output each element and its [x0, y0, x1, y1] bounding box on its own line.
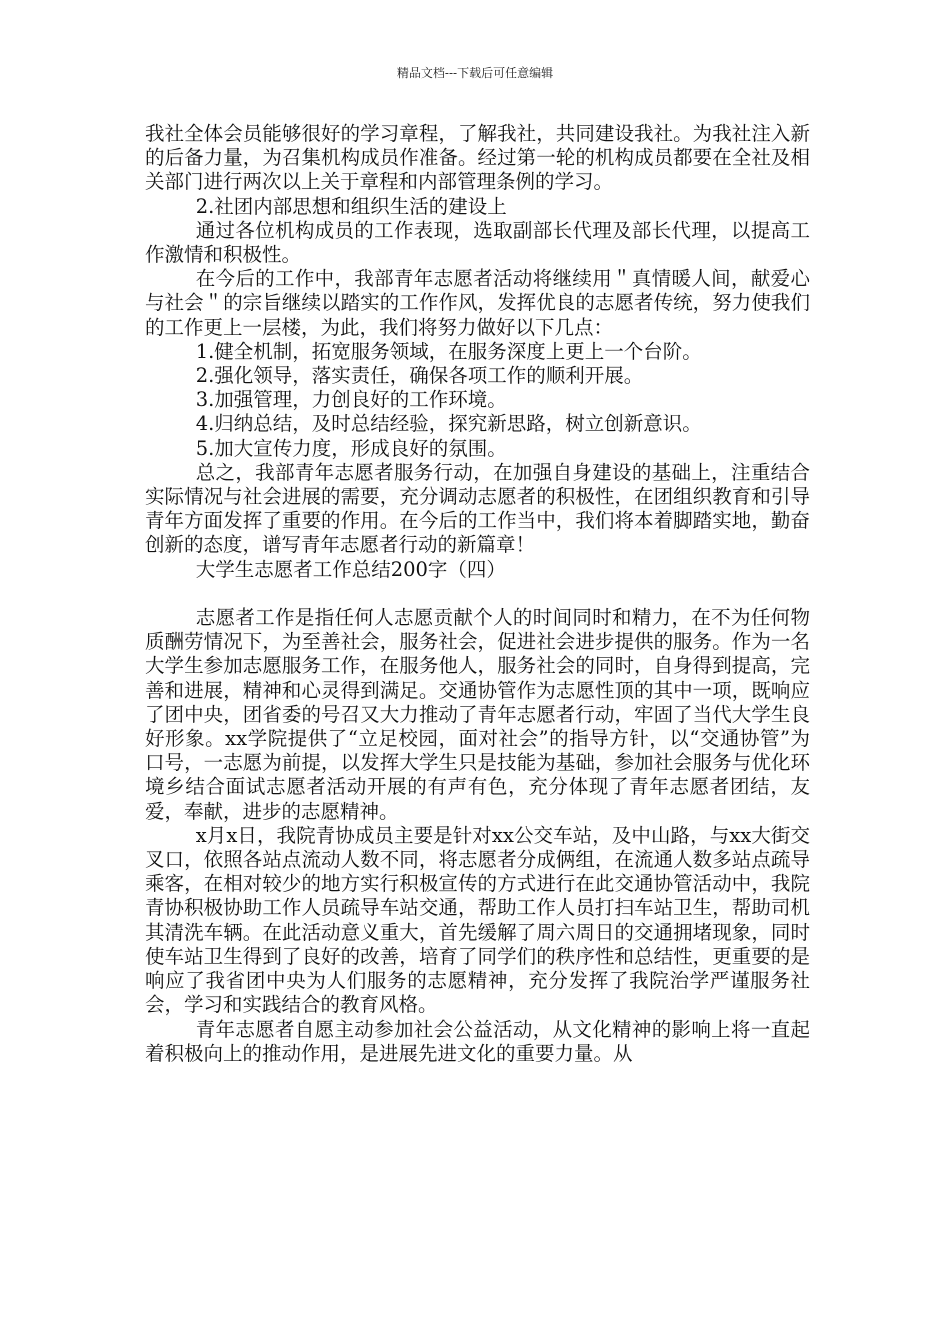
list-item-5: 5.加大宣传力度，形成良好的氛围。 — [195, 436, 507, 460]
document-body — [145, 122, 810, 1066]
paragraph-conclusion: 青年志愿者自愿主动参加社会公益活动，从文化精神的影响上将一直起着积极向上的推动作用，是进展先进文化的重要力量。从 — [145, 1017, 810, 1065]
paragraph-future-work: 在今后的工作中，我部青年志愿者活动将继续用＂真情暖人间，献爱心与社会＂的宗旨继续以踏实的工作作风，发挥优良的志愿者传统，努力使我们的工作更上一层楼，为此，我们将努力做好以下几点： — [145, 267, 810, 339]
list-item-4: 4.归纳总结，及时总结经验，探究新思路，树立创新意识。 — [195, 412, 702, 436]
list-item-1: 1.健全机制，拓宽服务领域，在服务深度上更上一个台阶。 — [195, 339, 702, 363]
page-header: 精品文档---下载后可任意编辑 — [396, 66, 554, 80]
paragraph-traffic-activity: x月x日，我院青协成员主要是针对xx公交车站，及中山路，与xx大街交叉口，依照各站点流动人数不同，将志愿者分成俩组，在流通人数多站点疏导乘客，在相对较少的地方实行积极宣传的方式进行在此交通协管活动中，我院青协积极协助工作人员疏导车站交通，帮助工作人员打扫车站卫生，帮助司机其清洗车辆。在此活动意义重大，首先缓解了周六周日的交通拥堵现象，同时使车站卫生得到了良好的改善，培育了同学们的秩序性和总结性，更重要的是响应了我省团中央为人们服务的志愿精神，充分发挥了我院治学严谨服务社会，学习和实践结合的教育风格。 — [145, 823, 810, 1017]
paragraph-summary: 总之，我部青年志愿者服务行动，在加强自身建设的基础上，注重结合实际情况与社会进展的需要，充分调动志愿者的积极性，在团组织教育和引导青年方面发挥了重要的作用。在今后的工作当中，我们将本着脚踏实地，勤奋创新的态度，谱写青年志愿者行动的新篇章！ — [145, 460, 810, 557]
paragraph-intro: 我社全体会员能够很好的学习章程，了解我社，共同建设我社。为我社注入新的后备力量，为召集机构成员作准备。经过第一轮的机构成员都要在全社及相关部门进行两次以上关于章程和内部管理条例的学习。 — [145, 122, 810, 194]
paragraph-selection: 通过各位机构成员的工作表现，选取副部长代理及部长代理，以提高工作激情和积极性。 — [145, 218, 810, 267]
section-title: 大学生志愿者工作总结200字（四） — [195, 557, 506, 581]
list-item-2: 2.强化领导，落实责任，确保各项工作的顺利开展。 — [195, 364, 644, 388]
blank-line — [145, 582, 810, 606]
list-item-3: 3.加强管理，力创良好的工作环境。 — [195, 388, 507, 412]
section-heading-2: 2.社团内部思想和组织生活的建设上 — [195, 194, 507, 218]
paragraph-volunteer-definition: 志愿者工作是指任何人志愿贡献个人的时间同时和精力，在不为任何物质酬劳情况下，为至善社会，服务社会，促进社会进步提供的服务。作为一名大学生参加志愿服务工作，在服务他人，服务社会的同时，自身得到提高，完善和进展，精神和心灵得到满足。交通协管作为志愿性顶的其中一项，既响应了团中央，团省委的号召又大力推动了青年志愿者行动，牢固了当代大学生良好形象。xx学院提供了“立足校园，面对社会”的指导方针，以“交通协管”为口号，一志愿为前提，以发挥大学生只是技能为基础，参加社会服务与优化环境乡结合面试志愿者活动开展的有声有色，充分体现了青年志愿者团结，友爱，奉献，进步的志愿精神。 — [145, 606, 810, 823]
